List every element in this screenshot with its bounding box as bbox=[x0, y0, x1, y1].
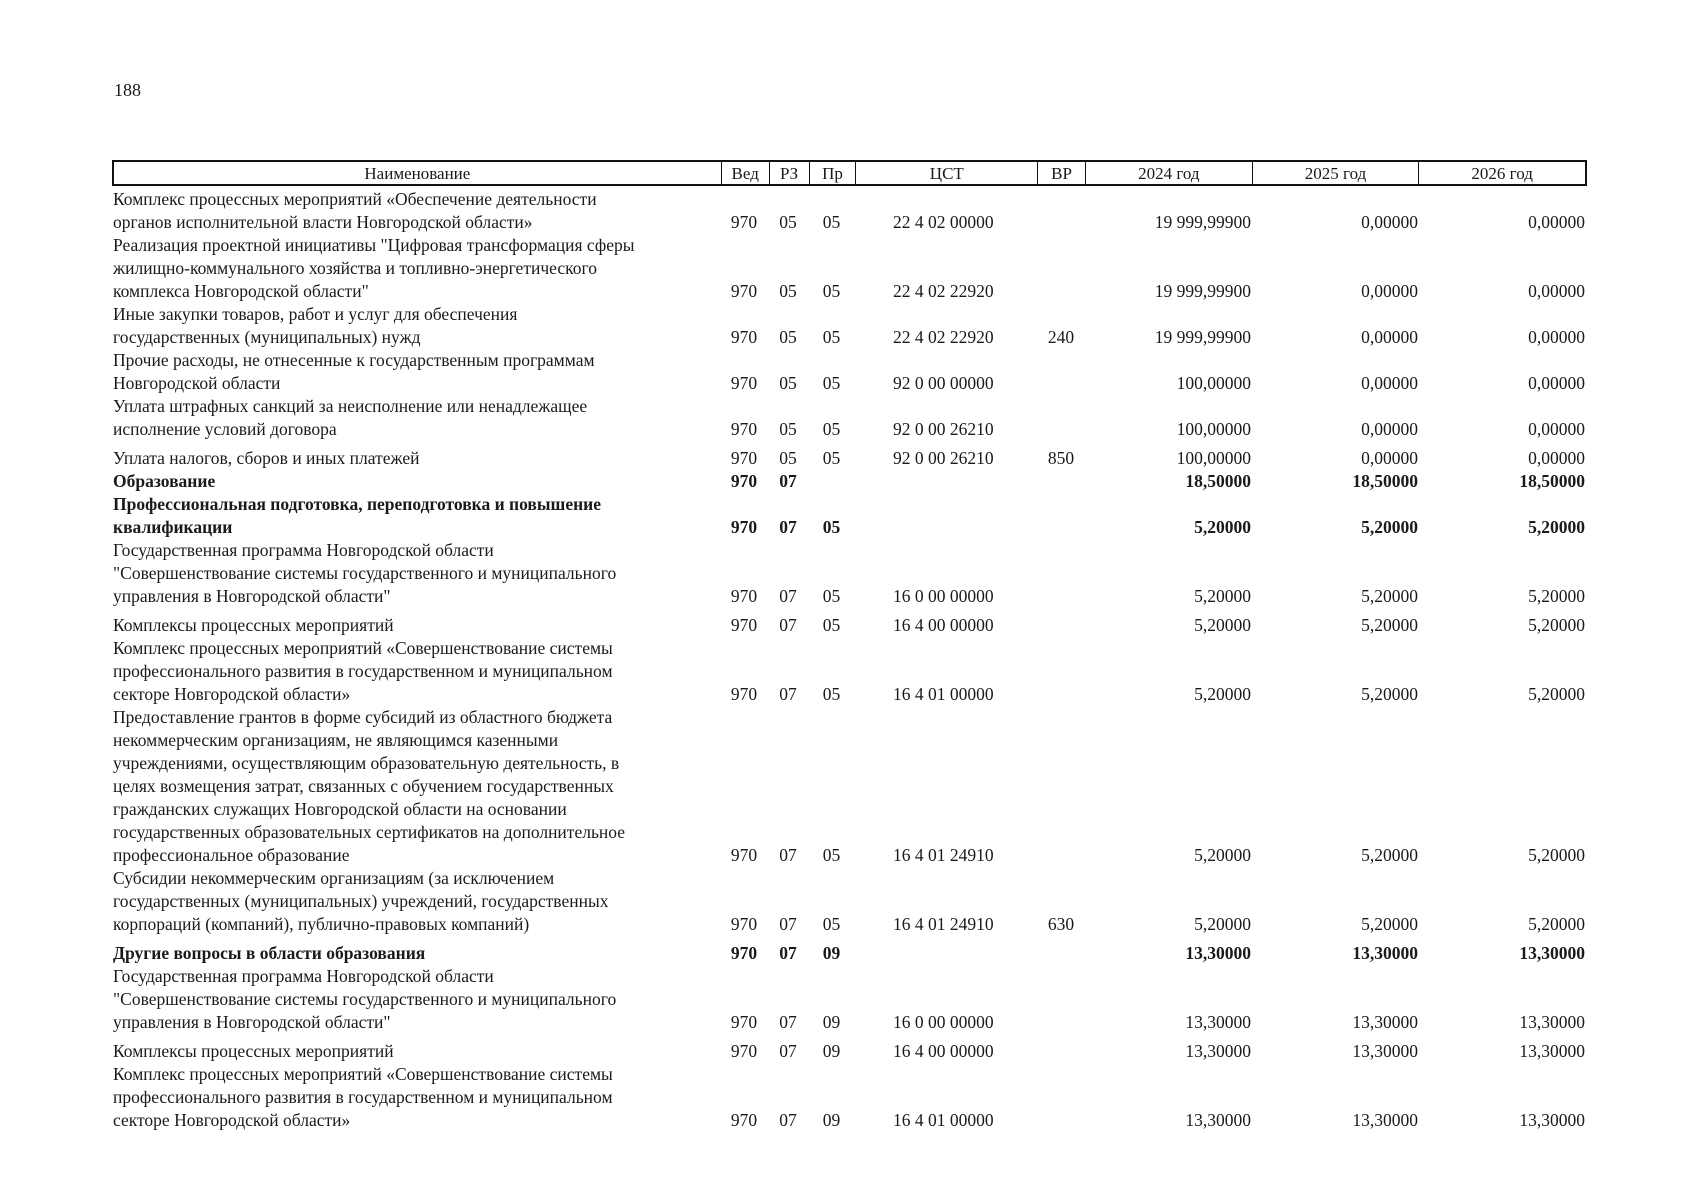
cell-name-line: исполнение условий договора bbox=[113, 419, 337, 439]
cell-name-line: профессионального развития в государственном и муниципальном bbox=[113, 1087, 613, 1107]
cell-2024: 100,00000 bbox=[1176, 373, 1251, 393]
cell-2025: 0,00000 bbox=[1361, 327, 1418, 347]
cell-rz: 07 bbox=[779, 943, 797, 963]
cell-name bbox=[112, 303, 720, 349]
header-2026: 2026 год bbox=[1418, 162, 1585, 184]
cell-cst: 16 4 00 00000 bbox=[893, 1041, 994, 1061]
cell-ved: 970 bbox=[730, 327, 758, 347]
cell-ved: 970 bbox=[730, 1041, 758, 1061]
cell-cst: 92 0 00 26210 bbox=[893, 419, 994, 439]
cell-pr: 05 bbox=[822, 684, 841, 704]
table-row bbox=[112, 447, 1587, 470]
cell-name-line: гражданских служащих Новгородской области на основании bbox=[113, 799, 567, 819]
cell-cst: 16 4 01 00000 bbox=[893, 684, 994, 704]
cell-name bbox=[112, 470, 720, 493]
table-row bbox=[112, 188, 1587, 234]
cell-pr: 05 bbox=[822, 517, 841, 537]
cell-2024: 5,20000 bbox=[1194, 845, 1251, 865]
table-row bbox=[112, 539, 1587, 608]
cell-2025: 5,20000 bbox=[1361, 914, 1418, 934]
cell-rz: 05 bbox=[779, 419, 797, 439]
cell-vr: 630 bbox=[1047, 914, 1075, 934]
cell-2025: 0,00000 bbox=[1361, 419, 1418, 439]
cell-2026: 0,00000 bbox=[1528, 373, 1585, 393]
cell-cst: 22 4 02 22920 bbox=[893, 281, 994, 301]
table-row bbox=[112, 706, 1587, 867]
cell-ved: 970 bbox=[730, 914, 758, 934]
cell-pr: 05 bbox=[822, 914, 841, 934]
header-2024: 2024 год bbox=[1085, 162, 1252, 184]
cell-name-line: Комплексы процессных мероприятий bbox=[113, 1041, 394, 1061]
cell-ved: 970 bbox=[730, 615, 758, 635]
cell-rz: 07 bbox=[779, 1110, 797, 1130]
table-row bbox=[112, 349, 1587, 395]
cell-pr: 09 bbox=[822, 1012, 841, 1032]
cell-2026: 0,00000 bbox=[1528, 212, 1585, 232]
cell-name-line: управления в Новгородской области" bbox=[113, 1012, 391, 1032]
cell-2026: 0,00000 bbox=[1528, 419, 1585, 439]
cell-name-line: Иные закупки товаров, работ и услуг для обеспечения bbox=[113, 304, 518, 324]
cell-2025: 5,20000 bbox=[1361, 684, 1418, 704]
cell-2025: 13,30000 bbox=[1352, 943, 1418, 963]
cell-cst: 16 4 00 00000 bbox=[893, 615, 994, 635]
table-row bbox=[112, 303, 1587, 349]
cell-2026: 5,20000 bbox=[1528, 914, 1585, 934]
cell-pr: 05 bbox=[822, 327, 841, 347]
cell-name-line: Другие вопросы в области образования bbox=[113, 943, 426, 963]
cell-2026: 13,30000 bbox=[1519, 1041, 1585, 1061]
cell-ved: 970 bbox=[730, 845, 758, 865]
cell-name bbox=[112, 1040, 720, 1063]
cell-ved: 970 bbox=[730, 419, 758, 439]
header-cst: ЦСТ bbox=[855, 162, 1037, 184]
cell-2025: 5,20000 bbox=[1361, 517, 1418, 537]
cell-cst: 22 4 02 00000 bbox=[893, 212, 994, 232]
cell-name-line: учреждениями, осуществляющим образовательную деятельность, в bbox=[113, 753, 620, 773]
cell-pr: 09 bbox=[822, 1110, 841, 1130]
cell-2024: 13,30000 bbox=[1185, 1012, 1251, 1032]
cell-cst: 16 4 01 00000 bbox=[893, 1110, 994, 1130]
cell-2024: 13,30000 bbox=[1185, 1110, 1251, 1130]
cell-ved: 970 bbox=[730, 212, 758, 232]
cell-name-line: органов исполнительной власти Новгородской области» bbox=[113, 212, 533, 232]
table-header bbox=[112, 160, 1587, 186]
cell-ved: 970 bbox=[730, 517, 758, 537]
cell-cst: 16 4 01 24910 bbox=[893, 845, 994, 865]
cell-ved: 970 bbox=[730, 471, 758, 491]
cell-name-line: государственных (муниципальных) нужд bbox=[113, 327, 421, 347]
cell-2024: 13,30000 bbox=[1185, 943, 1251, 963]
table-row bbox=[112, 1063, 1587, 1132]
cell-2026: 0,00000 bbox=[1528, 281, 1585, 301]
cell-ved: 970 bbox=[730, 684, 758, 704]
cell-2025: 5,20000 bbox=[1361, 586, 1418, 606]
cell-2024: 5,20000 bbox=[1194, 615, 1251, 635]
table-row bbox=[112, 1040, 1587, 1063]
cell-2024: 19 999,99900 bbox=[1154, 212, 1251, 232]
cell-name bbox=[112, 349, 720, 395]
cell-2024: 19 999,99900 bbox=[1154, 327, 1251, 347]
cell-rz: 07 bbox=[779, 471, 797, 491]
cell-rz: 05 bbox=[779, 373, 797, 393]
cell-name-line: "Совершенствование системы государственного и муниципального bbox=[113, 989, 617, 1009]
cell-name-line: профессиональное образование bbox=[113, 845, 350, 865]
table-row bbox=[112, 637, 1587, 706]
cell-ved: 970 bbox=[730, 586, 758, 606]
cell-name-line: Новгородской области bbox=[113, 373, 281, 393]
cell-ved: 970 bbox=[730, 281, 758, 301]
header-vr: ВР bbox=[1037, 162, 1085, 184]
cell-name bbox=[112, 395, 720, 441]
cell-2026: 5,20000 bbox=[1528, 845, 1585, 865]
cell-name-line: Образование bbox=[113, 471, 216, 491]
header-2025: 2025 год bbox=[1252, 162, 1419, 184]
cell-vr: 850 bbox=[1047, 448, 1075, 468]
cell-pr: 09 bbox=[822, 943, 841, 963]
table-row bbox=[112, 965, 1587, 1034]
cell-name bbox=[112, 965, 720, 1034]
cell-name-line: профессионального развития в государственном и муниципальном bbox=[113, 661, 613, 681]
cell-cst: 92 0 00 26210 bbox=[893, 448, 994, 468]
cell-cst: 16 4 01 24910 bbox=[893, 914, 994, 934]
cell-2026: 0,00000 bbox=[1528, 327, 1585, 347]
cell-2026: 18,50000 bbox=[1519, 471, 1585, 491]
cell-name-line: Государственная программа Новгородской области bbox=[113, 540, 494, 560]
cell-cst: 92 0 00 00000 bbox=[893, 373, 994, 393]
cell-rz: 05 bbox=[779, 448, 797, 468]
cell-name-line: Прочие расходы, не отнесенные к государственным программам bbox=[113, 350, 595, 370]
table-body bbox=[112, 188, 1587, 1132]
cell-2026: 5,20000 bbox=[1528, 615, 1585, 635]
cell-2026: 5,20000 bbox=[1528, 684, 1585, 704]
cell-ved: 970 bbox=[730, 448, 758, 468]
cell-2025: 18,50000 bbox=[1352, 471, 1418, 491]
cell-rz: 07 bbox=[779, 615, 797, 635]
cell-name-line: некоммерческим организациям, не являющимся казенными bbox=[113, 730, 559, 750]
cell-rz: 05 bbox=[779, 327, 797, 347]
header-rz: РЗ bbox=[769, 162, 809, 184]
cell-name bbox=[112, 614, 720, 637]
cell-2024: 13,30000 bbox=[1185, 1041, 1251, 1061]
cell-pr: 09 bbox=[822, 1041, 841, 1061]
cell-rz: 07 bbox=[779, 517, 797, 537]
cell-name-line: "Совершенствование системы государственного и муниципального bbox=[113, 563, 617, 583]
header-ved: Вед bbox=[721, 162, 769, 184]
cell-2024: 5,20000 bbox=[1194, 586, 1251, 606]
cell-2025: 0,00000 bbox=[1361, 212, 1418, 232]
cell-name-line: Комплексы процессных мероприятий bbox=[113, 615, 394, 635]
cell-name bbox=[112, 942, 720, 965]
cell-vr: 240 bbox=[1047, 327, 1075, 347]
page-number: 188 bbox=[114, 80, 141, 100]
cell-2024: 18,50000 bbox=[1185, 471, 1251, 491]
cell-name-line: Уплата налогов, сборов и иных платежей bbox=[113, 448, 420, 468]
cell-name-line: Предоставление грантов в форме субсидий из областного бюджета bbox=[113, 707, 613, 727]
cell-2025: 13,30000 bbox=[1352, 1041, 1418, 1061]
cell-name-line: квалификации bbox=[113, 517, 233, 537]
cell-cst: 22 4 02 22920 bbox=[893, 327, 994, 347]
cell-cst: 16 0 00 00000 bbox=[893, 1012, 994, 1032]
cell-name bbox=[112, 637, 720, 706]
cell-pr: 05 bbox=[822, 419, 841, 439]
header-pr: Пр bbox=[809, 162, 856, 184]
cell-name-line: Уплата штрафных санкций за неисполнение или ненадлежащее bbox=[113, 396, 588, 416]
budget-table bbox=[112, 160, 1587, 1132]
cell-name-line: государственных образовательных сертификатов на дополнительное bbox=[113, 822, 626, 842]
cell-pr: 05 bbox=[822, 615, 841, 635]
cell-name bbox=[112, 867, 720, 936]
cell-pr: 05 bbox=[822, 373, 841, 393]
cell-name-line: Комплекс процессных мероприятий «Обеспечение деятельности bbox=[113, 189, 597, 209]
cell-name-line: Комплекс процессных мероприятий «Совершенствование системы bbox=[113, 638, 613, 658]
cell-2025: 0,00000 bbox=[1361, 281, 1418, 301]
cell-name-line: Профессиональная подготовка, переподготовка и повышение bbox=[113, 494, 602, 514]
cell-name bbox=[112, 1063, 720, 1132]
cell-name-line: комплекса Новгородской области" bbox=[113, 281, 369, 301]
cell-cst: 16 0 00 00000 bbox=[893, 586, 994, 606]
table-row bbox=[112, 867, 1587, 936]
cell-name-line: целях возмещения затрат, связанных с обучением государственных bbox=[113, 776, 614, 796]
cell-name-line: жилищно-коммунального хозяйства и топливно-энергетического bbox=[113, 258, 597, 278]
cell-pr: 05 bbox=[822, 212, 841, 232]
cell-2024: 5,20000 bbox=[1194, 684, 1251, 704]
cell-name bbox=[112, 188, 720, 234]
cell-2026: 5,20000 bbox=[1528, 586, 1585, 606]
cell-name-line: Реализация проектной инициативы "Цифровая трансформация сферы bbox=[113, 235, 635, 255]
cell-2025: 13,30000 bbox=[1352, 1110, 1418, 1130]
cell-name-line: управления в Новгородской области" bbox=[113, 586, 391, 606]
cell-rz: 07 bbox=[779, 1012, 797, 1032]
cell-2024: 19 999,99900 bbox=[1154, 281, 1251, 301]
cell-name bbox=[112, 706, 720, 867]
cell-name-line: Субсидии некоммерческим организациям (за исключением bbox=[113, 868, 555, 888]
cell-2025: 5,20000 bbox=[1361, 845, 1418, 865]
cell-2026: 13,30000 bbox=[1519, 1110, 1585, 1130]
table-row bbox=[112, 942, 1587, 965]
cell-name bbox=[112, 493, 720, 539]
cell-2026: 13,30000 bbox=[1519, 1012, 1585, 1032]
cell-name bbox=[112, 539, 720, 608]
cell-2024: 100,00000 bbox=[1176, 448, 1251, 468]
table-row bbox=[112, 614, 1587, 637]
cell-rz: 05 bbox=[779, 212, 797, 232]
cell-pr: 05 bbox=[822, 586, 841, 606]
cell-2024: 5,20000 bbox=[1194, 517, 1251, 537]
cell-rz: 07 bbox=[779, 586, 797, 606]
cell-2025: 0,00000 bbox=[1361, 373, 1418, 393]
cell-name-line: государственных (муниципальных) учреждений, государственных bbox=[113, 891, 609, 911]
cell-name-line: корпораций (компаний), публично-правовых компаний) bbox=[113, 914, 530, 934]
cell-pr: 05 bbox=[822, 448, 841, 468]
cell-2025: 0,00000 bbox=[1361, 448, 1418, 468]
cell-name-line: Комплекс процессных мероприятий «Совершенствование системы bbox=[113, 1064, 613, 1084]
cell-rz: 07 bbox=[779, 845, 797, 865]
cell-pr: 05 bbox=[822, 845, 841, 865]
header-name: Наименование bbox=[364, 164, 471, 183]
cell-rz: 07 bbox=[779, 1041, 797, 1061]
table-row bbox=[112, 470, 1587, 493]
cell-2024: 100,00000 bbox=[1176, 419, 1251, 439]
cell-name bbox=[112, 447, 720, 470]
cell-ved: 970 bbox=[730, 943, 758, 963]
table-row bbox=[112, 395, 1587, 441]
cell-ved: 970 bbox=[730, 1110, 758, 1130]
cell-2024: 5,20000 bbox=[1194, 914, 1251, 934]
cell-2026: 13,30000 bbox=[1519, 943, 1585, 963]
cell-rz: 07 bbox=[779, 914, 797, 934]
cell-rz: 05 bbox=[779, 281, 797, 301]
table-row bbox=[112, 493, 1587, 539]
cell-pr: 05 bbox=[822, 281, 841, 301]
cell-rz: 07 bbox=[779, 684, 797, 704]
table-row bbox=[112, 234, 1587, 303]
cell-name-line: Государственная программа Новгородской области bbox=[113, 966, 494, 986]
cell-2025: 13,30000 bbox=[1352, 1012, 1418, 1032]
cell-2026: 5,20000 bbox=[1528, 517, 1585, 537]
cell-ved: 970 bbox=[730, 373, 758, 393]
cell-2025: 5,20000 bbox=[1361, 615, 1418, 635]
cell-name-line: секторе Новгородской области» bbox=[113, 684, 351, 704]
cell-ved: 970 bbox=[730, 1012, 758, 1032]
cell-name bbox=[112, 234, 720, 303]
cell-name-line: секторе Новгородской области» bbox=[113, 1110, 351, 1130]
cell-2026: 0,00000 bbox=[1528, 448, 1585, 468]
